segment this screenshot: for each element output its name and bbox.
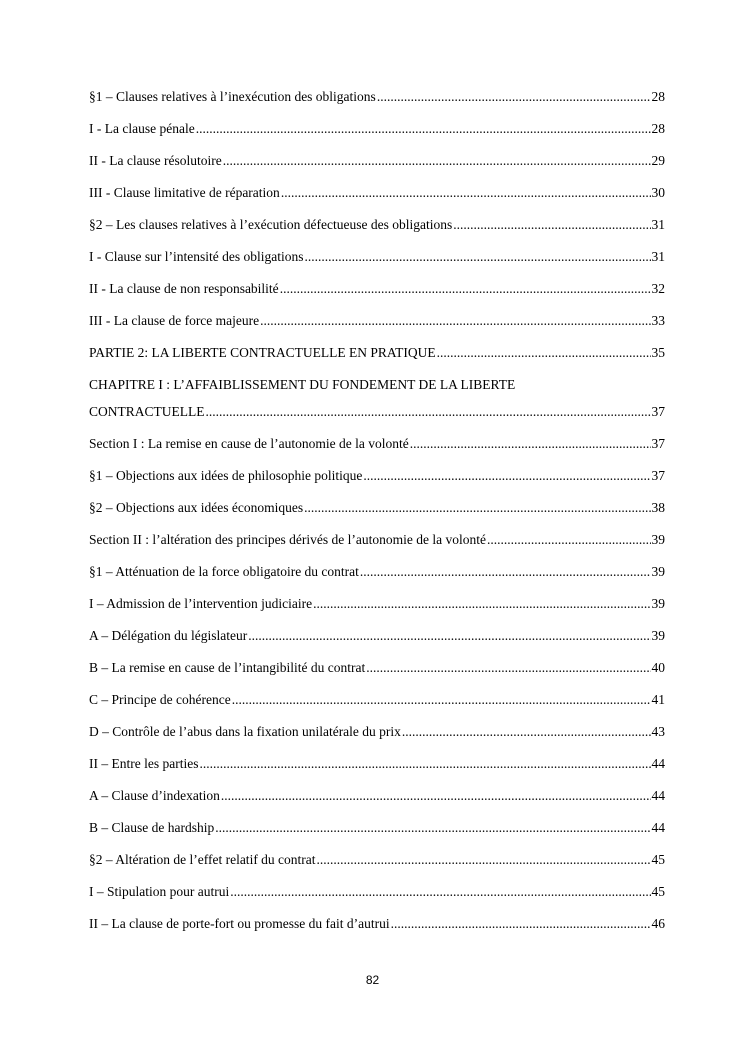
toc-entry-title: B – Clause de hardship — [89, 820, 215, 835]
toc-entry-title: I – Stipulation pour autrui — [89, 884, 230, 899]
toc-dot-leader — [366, 659, 650, 677]
toc-entry-page: 44 — [651, 756, 665, 771]
toc-entry-title: Section II : l’altération des principes dérivés de l’autonomie de la volonté — [89, 532, 486, 547]
toc-dot-leader — [196, 120, 651, 138]
toc-dot-leader — [232, 691, 651, 709]
toc-entry-page: 29 — [651, 153, 665, 168]
toc-entry[interactable] — [89, 819, 665, 837]
toc-entry-title: II – La clause de porte-fort ou promesse du fait d’autrui — [89, 916, 390, 931]
toc-entry[interactable] — [89, 152, 665, 170]
toc-entry[interactable] — [89, 691, 665, 709]
toc-entry[interactable] — [89, 120, 665, 138]
toc-entry-title: C – Principe de cohérence — [89, 692, 231, 707]
toc-entry-title: I - La clause pénale — [89, 121, 195, 136]
toc-entry-title: §1 – Clauses relatives à l’inexécution des obligations — [89, 89, 376, 104]
toc-entry-page: 39 — [651, 564, 665, 579]
toc-entry[interactable] — [89, 88, 665, 106]
toc-entry[interactable] — [89, 755, 665, 773]
toc-entry[interactable] — [89, 851, 665, 869]
toc-entry-title: A – Délégation du législateur — [89, 628, 248, 643]
toc-entry-page: 37 — [651, 436, 665, 451]
toc-entry-title: III - Clause limitative de réparation — [89, 185, 280, 200]
toc-dot-leader — [230, 883, 650, 901]
toc-entry[interactable] — [89, 659, 665, 677]
toc-entry[interactable] — [89, 883, 665, 901]
toc-dot-leader — [206, 403, 651, 421]
toc-entry-page: 45 — [651, 852, 665, 867]
toc-dot-leader — [360, 563, 651, 581]
toc-entry-page: 46 — [651, 916, 665, 931]
toc-entry-page: 33 — [651, 313, 665, 328]
toc-entry[interactable] — [89, 216, 665, 234]
toc-entry-title: §2 – Objections aux idées économiques — [89, 500, 304, 515]
toc-dot-leader — [410, 435, 651, 453]
toc-dot-leader — [304, 248, 650, 266]
toc-entry-page: 44 — [651, 820, 665, 835]
toc-entry-title: I – Admission de l’intervention judiciaire — [89, 596, 313, 611]
toc-entry-title: Section I : La remise en cause de l’autonomie de la volonté — [89, 436, 409, 451]
toc-entry-page: 32 — [651, 281, 665, 296]
toc-entry-page: 39 — [651, 532, 665, 547]
toc-dot-leader — [391, 915, 651, 933]
toc-entry-page: 43 — [651, 724, 665, 739]
table-of-contents — [89, 88, 665, 947]
toc-entry[interactable] — [89, 723, 665, 741]
toc-entry-title: I - Clause sur l’intensité des obligations — [89, 249, 304, 264]
toc-entry-title-line1: CHAPITRE I : L’AFFAIBLISSEMENT DU FONDEMENT DE LA LIBERTE — [89, 377, 516, 392]
toc-dot-leader — [215, 819, 650, 837]
toc-dot-leader — [487, 531, 651, 549]
toc-entry[interactable] — [89, 531, 665, 549]
toc-dot-leader — [221, 787, 651, 805]
toc-entry-title: A – Clause d’indexation — [89, 788, 220, 803]
toc-entry[interactable] — [89, 435, 665, 453]
toc-entry-title: §2 – Les clauses relatives à l’exécution défectueuse des obligations — [89, 217, 453, 232]
toc-entry-page: 30 — [651, 185, 665, 200]
toc-entry-title: §1 – Atténuation de la force obligatoire du contrat — [89, 564, 359, 579]
toc-entry-page: 41 — [651, 692, 665, 707]
toc-dot-leader — [317, 851, 651, 869]
toc-entry-page: 31 — [651, 249, 665, 264]
toc-entry-page: 28 — [651, 89, 665, 104]
toc-entry-title: III - La clause de force majeure — [89, 313, 260, 328]
toc-entry-page: 37 — [651, 404, 665, 419]
toc-dot-leader — [223, 152, 651, 170]
toc-entry-page: 35 — [651, 345, 665, 360]
toc-dot-leader — [313, 595, 650, 613]
toc-entry[interactable] — [89, 915, 665, 933]
toc-entry-page: 28 — [651, 121, 665, 136]
toc-dot-leader — [437, 344, 651, 362]
toc-entry-page: 44 — [651, 788, 665, 803]
toc-entry-page: 37 — [651, 468, 665, 483]
toc-entry-page: 38 — [651, 500, 665, 515]
toc-entry[interactable] — [89, 563, 665, 581]
toc-dot-leader — [377, 88, 651, 106]
toc-entry[interactable] — [89, 627, 665, 645]
toc-entry-title: PARTIE 2: LA LIBERTE CONTRACTUELLE EN PRATIQUE — [89, 345, 436, 360]
page-number: 82 — [365, 973, 380, 987]
toc-entry[interactable] — [89, 344, 665, 362]
toc-dot-leader — [363, 467, 650, 485]
toc-entry-page: 39 — [651, 628, 665, 643]
toc-entry-page: 31 — [651, 217, 665, 232]
toc-entry-page: 45 — [651, 884, 665, 899]
toc-entry-second-line — [89, 403, 665, 421]
toc-entry[interactable] — [89, 280, 665, 298]
toc-dot-leader — [304, 499, 650, 517]
toc-entry[interactable] — [89, 184, 665, 202]
toc-entry-title: §1 – Objections aux idées de philosophie politique — [89, 468, 363, 483]
toc-dot-leader — [260, 312, 650, 330]
toc-entry[interactable] — [89, 595, 665, 613]
toc-entry-title: II – Entre les parties — [89, 756, 199, 771]
toc-dot-leader — [402, 723, 651, 741]
toc-entry-page: 40 — [651, 660, 665, 675]
toc-dot-leader — [248, 627, 650, 645]
toc-entry[interactable] — [89, 787, 665, 805]
toc-dot-leader — [453, 216, 650, 234]
toc-entry-title: II - La clause de non responsabilité — [89, 281, 279, 296]
toc-dot-leader — [280, 280, 651, 298]
toc-entry-title: B – La remise en cause de l’intangibilité du contrat — [89, 660, 366, 675]
toc-entry-title: §2 – Altération de l’effet relatif du contrat — [89, 852, 316, 867]
toc-entry-title-line2: CONTRACTUELLE — [89, 404, 205, 419]
toc-entry[interactable] — [89, 312, 665, 330]
toc-entry[interactable] — [89, 499, 665, 517]
toc-entry-title: D – Contrôle de l’abus dans la fixation unilatérale du prix — [89, 724, 401, 739]
toc-entry-page: 39 — [651, 596, 665, 611]
toc-entry-title: II - La clause résolutoire — [89, 153, 222, 168]
toc-entry[interactable] — [89, 248, 665, 266]
toc-dot-leader — [199, 755, 650, 773]
toc-entry[interactable] — [89, 467, 665, 485]
toc-dot-leader — [281, 184, 651, 202]
toc-entry-multiline[interactable] — [89, 376, 665, 421]
